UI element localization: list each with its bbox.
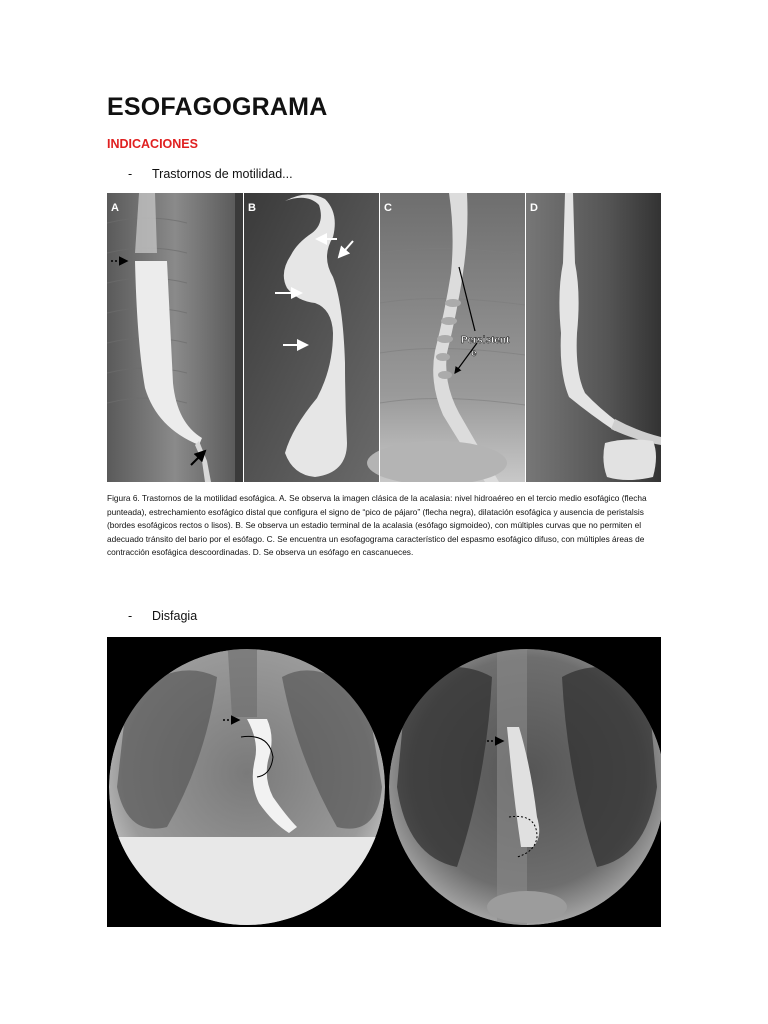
bullet-item-disfagia xyxy=(128,609,197,623)
fluoroscopy-image xyxy=(107,637,661,927)
xray-figure-motility xyxy=(107,193,661,482)
panel-label-d: D xyxy=(530,202,538,214)
panel-a-image xyxy=(107,193,243,482)
panel-b-image xyxy=(244,193,379,482)
panel-label-a: A xyxy=(111,202,119,214)
panel-d-image xyxy=(526,193,661,482)
section-heading-indicaciones: INDICACIONES xyxy=(107,137,198,151)
bullet-dash: - xyxy=(128,167,133,181)
panel-label-c: C xyxy=(384,202,392,214)
bullet-label: Disfagia xyxy=(152,609,198,623)
xray-panels-image xyxy=(107,193,661,482)
panel-label-b: B xyxy=(248,202,256,214)
xray-figure-disfagia xyxy=(107,637,661,927)
bullet-label: Trastornos de motilidad... xyxy=(152,167,293,181)
annotation-persistente-line2: e xyxy=(471,348,477,359)
bullet-dash: - xyxy=(128,609,133,623)
annotation-persistente-line1: Persistent xyxy=(461,335,510,346)
panel-c-image xyxy=(367,193,525,482)
bullet-item-motilidad xyxy=(128,167,293,181)
figure-caption: Figura 6. Trastornos de la motilidad esofágica. A. Se observa la imagen clásica de la acalasia: nivel hidroaéreo en el tercio medio esofágico (flecha punteada), estrechamiento esofágico distal que configura el signo de “pico de pájaro” (flecha negra), dilatación esofágica y ausencia de peristalsis (bordes esofágicos rectos o lisos). B. Se observa un estadio terminal de la acalasia (esófago sigmoideo), con múltiples curvas que no permiten el adecuado tránsito del bario por el esófago. C. Se encuentra un esofagograma característico del espasmo esofágico difuso, con múltiples áreas de contracción esofágica descoordinadas. D. Se observa un esófago en cascanueces. xyxy=(107,493,647,558)
page-title: ESOFAGOGRAMA xyxy=(107,93,328,121)
